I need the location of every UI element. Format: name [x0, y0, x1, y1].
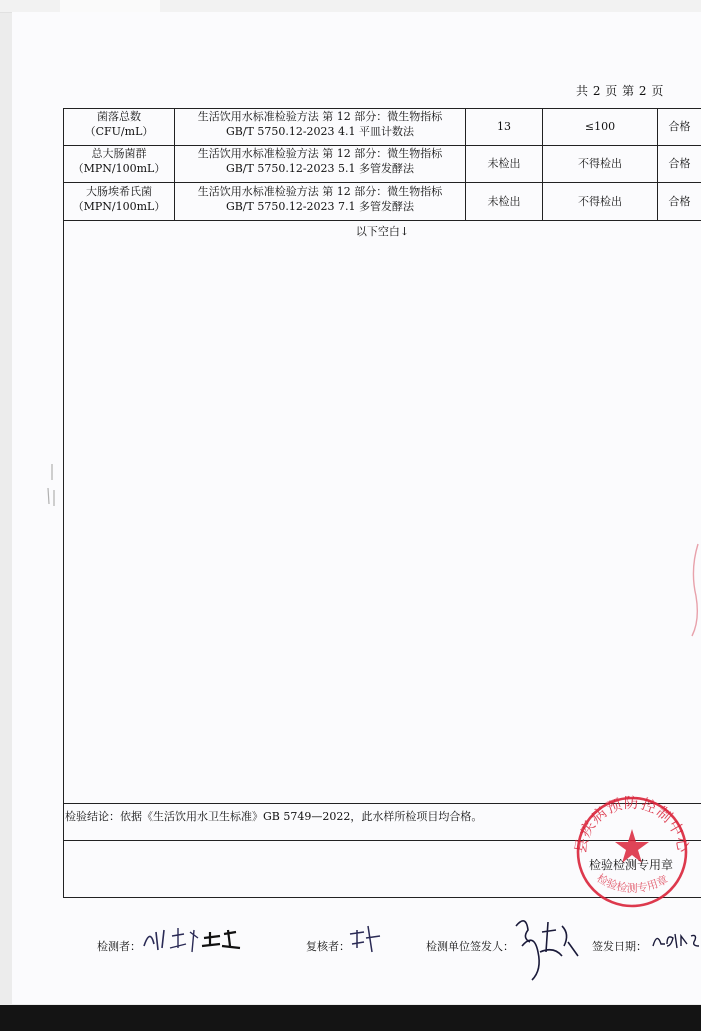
- method-title: 生活饮用水标准检验方法 第 12 部分：微生物指标: [197, 185, 443, 198]
- table-cell-limit: 不得检出: [578, 195, 622, 208]
- table-cell-item: [64, 146, 174, 176]
- method-standard: GB/T 5750.12-2023 7.1 多管发酵法: [225, 200, 415, 213]
- margin-scan-marks: [40, 460, 60, 510]
- method-standard: GB/T 5750.12-2023 5.1 多管发酵法: [225, 162, 415, 175]
- issue-date-handwritten: [651, 926, 701, 952]
- issue-date-label: 签发日期：: [592, 940, 647, 953]
- svg-text:检验检测专用章: 检验检测专用章: [594, 871, 671, 896]
- table-cell-method: [175, 184, 465, 214]
- method-standard: GB/T 5750.12-2023 4.1 平皿计数法: [225, 125, 415, 138]
- table-cell-judgment: 合格: [668, 120, 691, 133]
- item-name: 菌落总数: [97, 110, 141, 123]
- svg-text:县疾病预防控制中心: 县疾病预防控制中心: [571, 793, 693, 855]
- item-name: 大肠埃希氏菌: [86, 185, 152, 198]
- issuer-signature: [512, 912, 582, 984]
- table-cell-limit: 不得检出: [578, 157, 622, 170]
- seal-label: 检验检测专用章: [589, 858, 674, 872]
- item-unit: （MPN/100mL）: [72, 162, 166, 175]
- table-cell-judgment: 合格: [668, 157, 691, 170]
- table-cell-result: 未检出: [487, 195, 521, 208]
- method-title: 生活饮用水标准检验方法 第 12 部分：微生物指标: [197, 147, 443, 160]
- page-indicator: 共 2 页 第 2 页: [576, 84, 664, 98]
- table-cell-item: [64, 109, 174, 139]
- item-unit: （CFU/mL）: [84, 125, 154, 138]
- table-cell-limit: ≤100: [584, 120, 616, 133]
- item-unit: （MPN/100mL）: [72, 200, 166, 213]
- reviewer-signature: [348, 920, 388, 956]
- test-conclusion: 检验结论：依据《生活饮用水卫生标准》GB 5749—2022，此水样所检项目均合格。: [65, 810, 483, 823]
- official-seal-stamp: [560, 782, 700, 912]
- table-cell-method: [175, 146, 465, 176]
- table-cell-result: 13: [497, 120, 511, 133]
- tester-signature: [140, 918, 250, 958]
- table-cell-item: [64, 184, 174, 214]
- reviewer-label: 复核者：: [306, 940, 350, 953]
- table-cell-result: 未检出: [487, 157, 521, 170]
- method-title: 生活饮用水标准检验方法 第 12 部分：微生物指标: [197, 110, 443, 123]
- table-cell-judgment: 合格: [668, 195, 691, 208]
- item-name: 总大肠菌群: [91, 147, 147, 160]
- edge-stamp-fragment: [686, 540, 701, 640]
- table-cell-method: [175, 109, 465, 139]
- tester-label: 检测者：: [97, 940, 141, 953]
- issuer-label: 检测单位签发人：: [426, 940, 514, 953]
- blank-note: 以下空白↓: [355, 225, 410, 238]
